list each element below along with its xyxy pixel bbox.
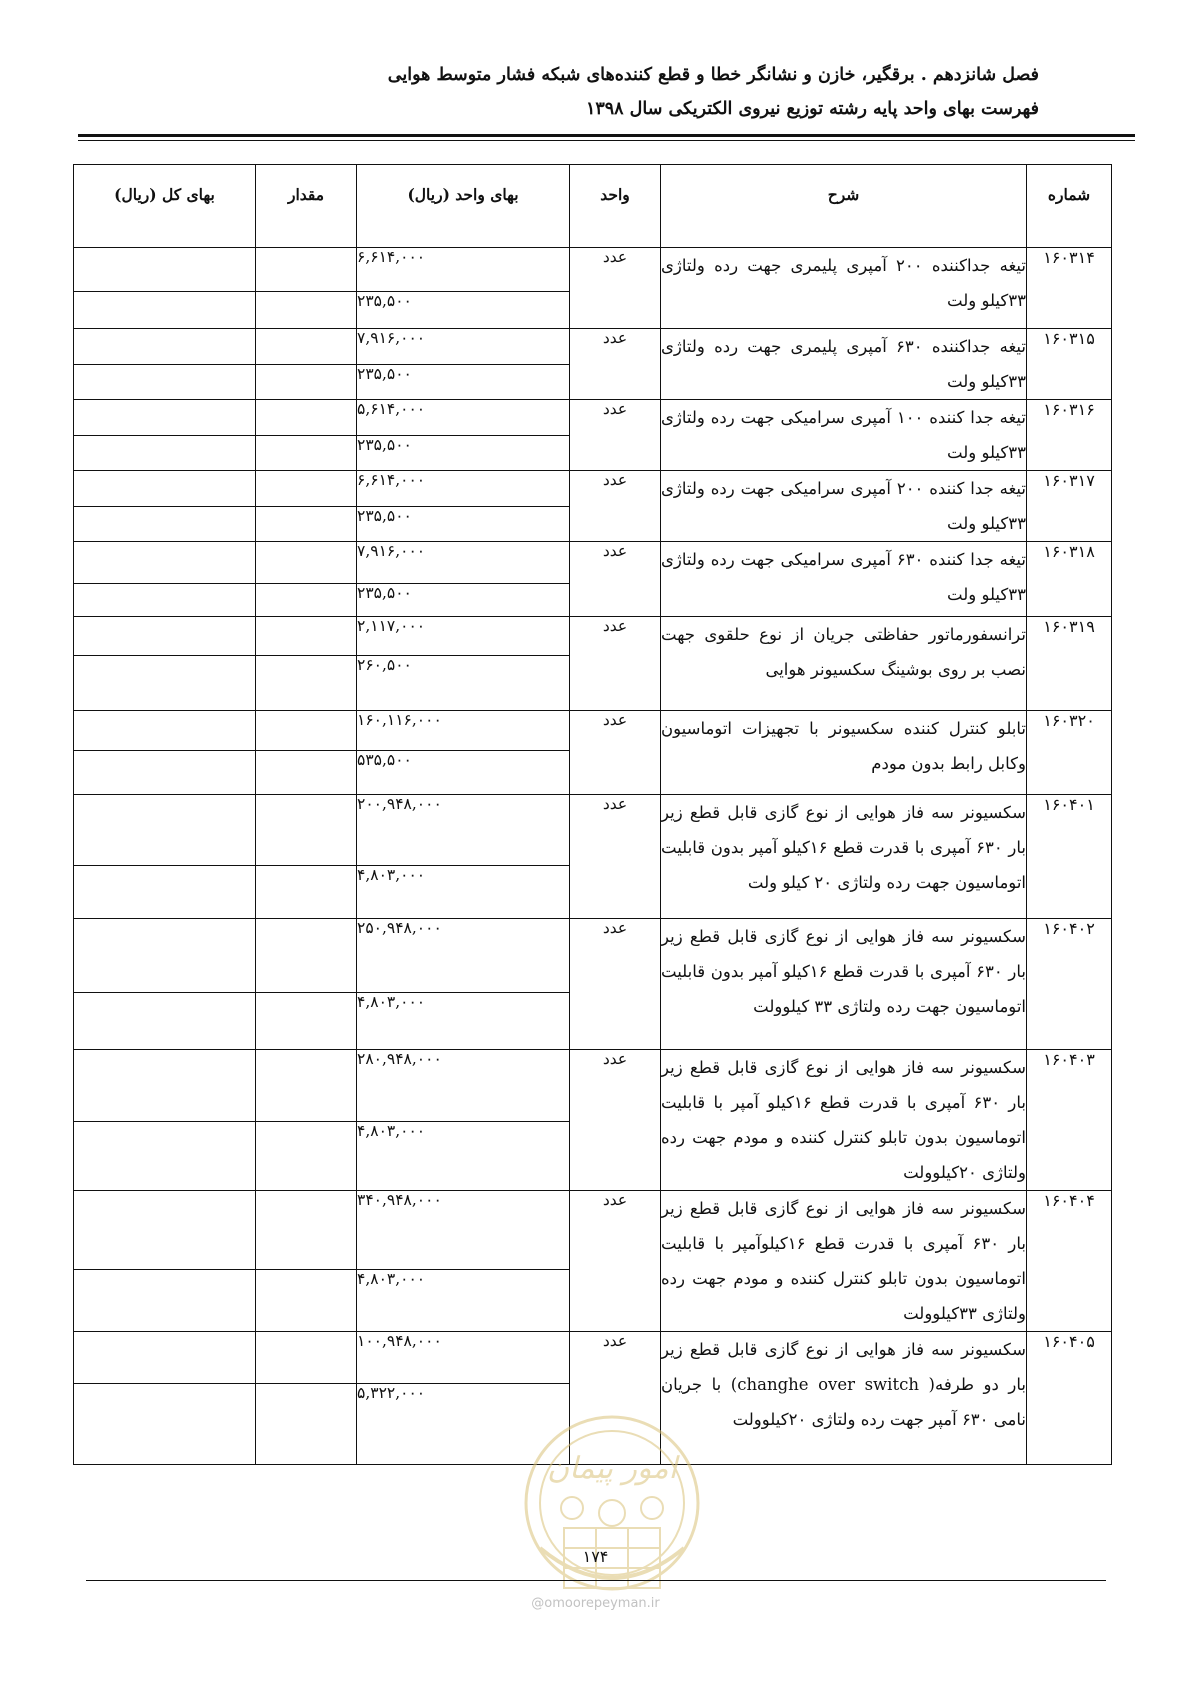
- item-unit-price-install: ۴,۸۰۳,۰۰۰: [357, 993, 570, 1050]
- item-unit-price-install: ۵۳۵,۵۰۰: [357, 751, 570, 795]
- item-total-cell: [74, 617, 256, 656]
- table-row: [74, 1332, 1112, 1384]
- item-description: تیغه جدا کننده ۲۰۰ آمپری سرامیکی جهت رده ولتاژی ۳۳کیلو ولت: [661, 471, 1027, 542]
- item-total-cell: [74, 471, 256, 507]
- header-total-price: بهای کل (ریال): [74, 165, 256, 248]
- table-row: [74, 919, 1112, 993]
- item-description: سکسیونر سه فاز هوایی از نوع گازی قابل قطع زیر بار دو طرفه( changhe over switch) با جریان نامی ۶۳۰ آمپر جهت رده ولتاژی ۲۰کیلوولت: [661, 1332, 1027, 1465]
- table-row: [74, 617, 1112, 656]
- item-total-cell: [74, 1050, 256, 1122]
- table-row: [74, 329, 1112, 365]
- table-row: [74, 711, 1112, 751]
- footer-rule: [86, 1580, 1106, 1581]
- item-unit-price-supply: ۳۴۰,۹۴۸,۰۰۰: [357, 1191, 570, 1270]
- header-description: شرح: [661, 165, 1027, 248]
- item-unit: عدد: [570, 617, 661, 711]
- item-code: ۱۶۰۳۱۷: [1027, 471, 1112, 542]
- item-code: ۱۶۰۳۱۵: [1027, 329, 1112, 400]
- item-unit: عدد: [570, 919, 661, 1050]
- watermark-text: امور پیمان: [547, 1451, 677, 1486]
- item-total-cell: [74, 292, 256, 329]
- item-quantity-cell: [256, 711, 357, 751]
- item-total-cell: [74, 400, 256, 436]
- header-rule-thick: [78, 134, 1135, 137]
- item-quantity-cell: [256, 919, 357, 993]
- item-total-cell: [74, 364, 256, 400]
- header-rule-thin: [78, 140, 1135, 141]
- item-unit-price-supply: ۶,۶۱۴,۰۰۰: [357, 471, 570, 507]
- item-unit: عدد: [570, 711, 661, 795]
- item-quantity-cell: [256, 471, 357, 507]
- site-watermark: @omoorepeyman.ir: [531, 1596, 660, 1611]
- item-quantity-cell: [256, 1332, 357, 1384]
- chapter-title: فصل شانزدهم . برقگیر، خازن و نشانگر خطا و قطع کننده‌های شبکه فشار متوسط هوایی: [387, 65, 1039, 85]
- item-quantity-cell: [256, 617, 357, 656]
- item-total-cell: [74, 1384, 256, 1465]
- table-row: [74, 400, 1112, 436]
- item-unit: عدد: [570, 1332, 661, 1465]
- item-total-cell: [74, 866, 256, 919]
- item-total-cell: [74, 435, 256, 471]
- item-unit: عدد: [570, 795, 661, 919]
- item-description: تیغه جداکننده ۲۰۰ آمپری پلیمری جهت رده ولتاژی ۳۳کیلو ولت: [661, 248, 1027, 329]
- item-unit-price-install: ۲۳۵,۵۰۰: [357, 435, 570, 471]
- item-unit: عدد: [570, 400, 661, 471]
- item-total-cell: [74, 506, 256, 542]
- page-header: [388, 58, 1039, 126]
- item-code: ۱۶۰۴۰۴: [1027, 1191, 1112, 1332]
- header-unit: واحد: [570, 165, 661, 248]
- item-description: ترانسفورماتور حفاظتی جریان از نوع حلقوی جهت نصب بر روی بوشینگ سکسیونر هوایی: [661, 617, 1027, 711]
- item-quantity-cell: [256, 751, 357, 795]
- item-unit: عدد: [570, 1191, 661, 1332]
- item-unit-price-install: ۲۳۵,۵۰۰: [357, 364, 570, 400]
- item-unit-price-install: ۲۳۵,۵۰۰: [357, 506, 570, 542]
- item-total-cell: [74, 656, 256, 711]
- item-quantity-cell: [256, 435, 357, 471]
- item-unit-price-supply: ۷,۹۱۶,۰۰۰: [357, 329, 570, 365]
- item-unit-price-supply: ۷,۹۱۶,۰۰۰: [357, 542, 570, 584]
- item-total-cell: [74, 584, 256, 617]
- item-unit-price-supply: ۲۰۰,۹۴۸,۰۰۰: [357, 795, 570, 866]
- item-description: تیغه جدا کننده ۱۰۰ آمپری سرامیکی جهت رده ولتاژی ۳۳کیلو ولت: [661, 400, 1027, 471]
- item-unit-price-install: ۲۳۵,۵۰۰: [357, 292, 570, 329]
- item-unit-price-supply: ۲۵۰,۹۴۸,۰۰۰: [357, 919, 570, 993]
- table-row: [74, 795, 1112, 866]
- item-unit-price-install: ۲۶۰,۵۰۰: [357, 656, 570, 711]
- item-quantity-cell: [256, 248, 357, 292]
- table-row: [74, 542, 1112, 584]
- item-code: ۱۶۰۳۱۶: [1027, 400, 1112, 471]
- item-unit-price-supply: ۵,۶۱۴,۰۰۰: [357, 400, 570, 436]
- item-unit-price-install: ۲۳۵,۵۰۰: [357, 584, 570, 617]
- table-row: [74, 248, 1112, 292]
- item-quantity-cell: [256, 1270, 357, 1332]
- item-description: سکسیونر سه فاز هوایی از نوع گازی قابل قطع زیر بار ۶۳۰ آمپری با قدرت قطع ۱۶کیلو آمپر با قابلیت اتوماسیون بدون تابلو کنترل کننده و مودم جهت رده ولتاژی ۲۰کیلوولت: [661, 1050, 1027, 1191]
- item-quantity-cell: [256, 866, 357, 919]
- item-quantity-cell: [256, 1122, 357, 1191]
- page-number: ۱۷۴: [582, 1547, 609, 1566]
- item-total-cell: [74, 1122, 256, 1191]
- item-code: ۱۶۰۳۲۰: [1027, 711, 1112, 795]
- table-row: [74, 1191, 1112, 1270]
- item-description: سکسیونر سه فاز هوایی از نوع گازی قابل قطع زیر بار ۶۳۰ آمپری با قدرت قطع ۱۶کیلوآمپر با قابلیت اتوماسیون بدون تابلو کنترل کننده و مودم جهت رده ولتاژی ۳۳کیلوولت: [661, 1191, 1027, 1332]
- item-total-cell: [74, 795, 256, 866]
- item-unit-price-supply: ۱۰۰,۹۴۸,۰۰۰: [357, 1332, 570, 1384]
- item-quantity-cell: [256, 993, 357, 1050]
- item-description: سکسیونر سه فاز هوایی از نوع گازی قابل قطع زیر بار ۶۳۰ آمپری با قدرت قطع ۱۶کیلو آمپر بدون قابلیت اتوماسیون جهت رده ولتاژی ۲۰ کیلو ولت: [661, 795, 1027, 919]
- item-unit-price-supply: ۶,۶۱۴,۰۰۰: [357, 248, 570, 292]
- item-quantity-cell: [256, 364, 357, 400]
- item-unit: عدد: [570, 1050, 661, 1191]
- item-quantity-cell: [256, 329, 357, 365]
- item-quantity-cell: [256, 1384, 357, 1465]
- item-unit: عدد: [570, 542, 661, 617]
- omoore-peyman-seal-icon: [512, 1408, 712, 1618]
- item-unit-price-supply: ۲۸۰,۹۴۸,۰۰۰: [357, 1050, 570, 1122]
- item-total-cell: [74, 248, 256, 292]
- item-description: تابلو کنترل کننده سکسیونر با تجهیزات اتوماسیون وکابل رابط بدون مودم: [661, 711, 1027, 795]
- item-code: ۱۶۰۳۱۹: [1027, 617, 1112, 711]
- table-header-row: [74, 165, 1112, 248]
- item-total-cell: [74, 1270, 256, 1332]
- item-quantity-cell: [256, 542, 357, 584]
- item-total-cell: [74, 329, 256, 365]
- item-unit: عدد: [570, 471, 661, 542]
- item-quantity-cell: [256, 656, 357, 711]
- table-row: [74, 471, 1112, 507]
- item-quantity-cell: [256, 1050, 357, 1122]
- item-unit-price-install: ۴,۸۰۳,۰۰۰: [357, 1270, 570, 1332]
- item-code: ۱۶۰۳۱۸: [1027, 542, 1112, 617]
- item-unit: عدد: [570, 329, 661, 400]
- item-code: ۱۶۰۴۰۵: [1027, 1332, 1112, 1465]
- item-unit-price-install: ۴,۸۰۳,۰۰۰: [357, 1122, 570, 1191]
- price-table: [73, 164, 1112, 1465]
- item-code: ۱۶۰۴۰۲: [1027, 919, 1112, 1050]
- item-quantity-cell: [256, 400, 357, 436]
- item-code: ۱۶۰۳۱۴: [1027, 248, 1112, 329]
- table-row: [74, 1050, 1112, 1122]
- item-unit-price-supply: ۱۶۰,۱۱۶,۰۰۰: [357, 711, 570, 751]
- item-unit: عدد: [570, 248, 661, 329]
- item-quantity-cell: [256, 506, 357, 542]
- item-quantity-cell: [256, 292, 357, 329]
- item-description: تیغه جدا کننده ۶۳۰ آمپری سرامیکی جهت رده ولتاژی ۳۳کیلو ولت: [661, 542, 1027, 617]
- header-quantity: مقدار: [256, 165, 357, 248]
- item-total-cell: [74, 542, 256, 584]
- item-total-cell: [74, 1332, 256, 1384]
- header-unit-price: بهای واحد (ریال): [357, 165, 570, 248]
- header-code: شماره: [1027, 165, 1112, 248]
- item-total-cell: [74, 1191, 256, 1270]
- item-description: تیغه جداکننده ۶۳۰ آمپری پلیمری جهت رده ولتاژی ۳۳کیلو ولت: [661, 329, 1027, 400]
- item-unit-price-supply: ۲,۱۱۷,۰۰۰: [357, 617, 570, 656]
- item-quantity-cell: [256, 795, 357, 866]
- item-description: سکسیونر سه فاز هوایی از نوع گازی قابل قطع زیر بار ۶۳۰ آمپری با قدرت قطع ۱۶کیلو آمپر بدون قابلیت اتوماسیون جهت رده ولتاژی ۳۳ کیلوولت: [661, 919, 1027, 1050]
- item-quantity-cell: [256, 584, 357, 617]
- item-total-cell: [74, 993, 256, 1050]
- item-total-cell: [74, 919, 256, 993]
- item-quantity-cell: [256, 1191, 357, 1270]
- item-code: ۱۶۰۴۰۳: [1027, 1050, 1112, 1191]
- item-unit-price-install: ۴,۸۰۳,۰۰۰: [357, 866, 570, 919]
- item-unit-price-install: ۵,۳۲۲,۰۰۰: [357, 1384, 570, 1465]
- item-code: ۱۶۰۴۰۱: [1027, 795, 1112, 919]
- price-list-title: فهرست بهای واحد پایه رشته توزیع نیروی الکتریکی سال ۱۳۹۸: [585, 99, 1039, 119]
- item-total-cell: [74, 711, 256, 751]
- item-total-cell: [74, 751, 256, 795]
